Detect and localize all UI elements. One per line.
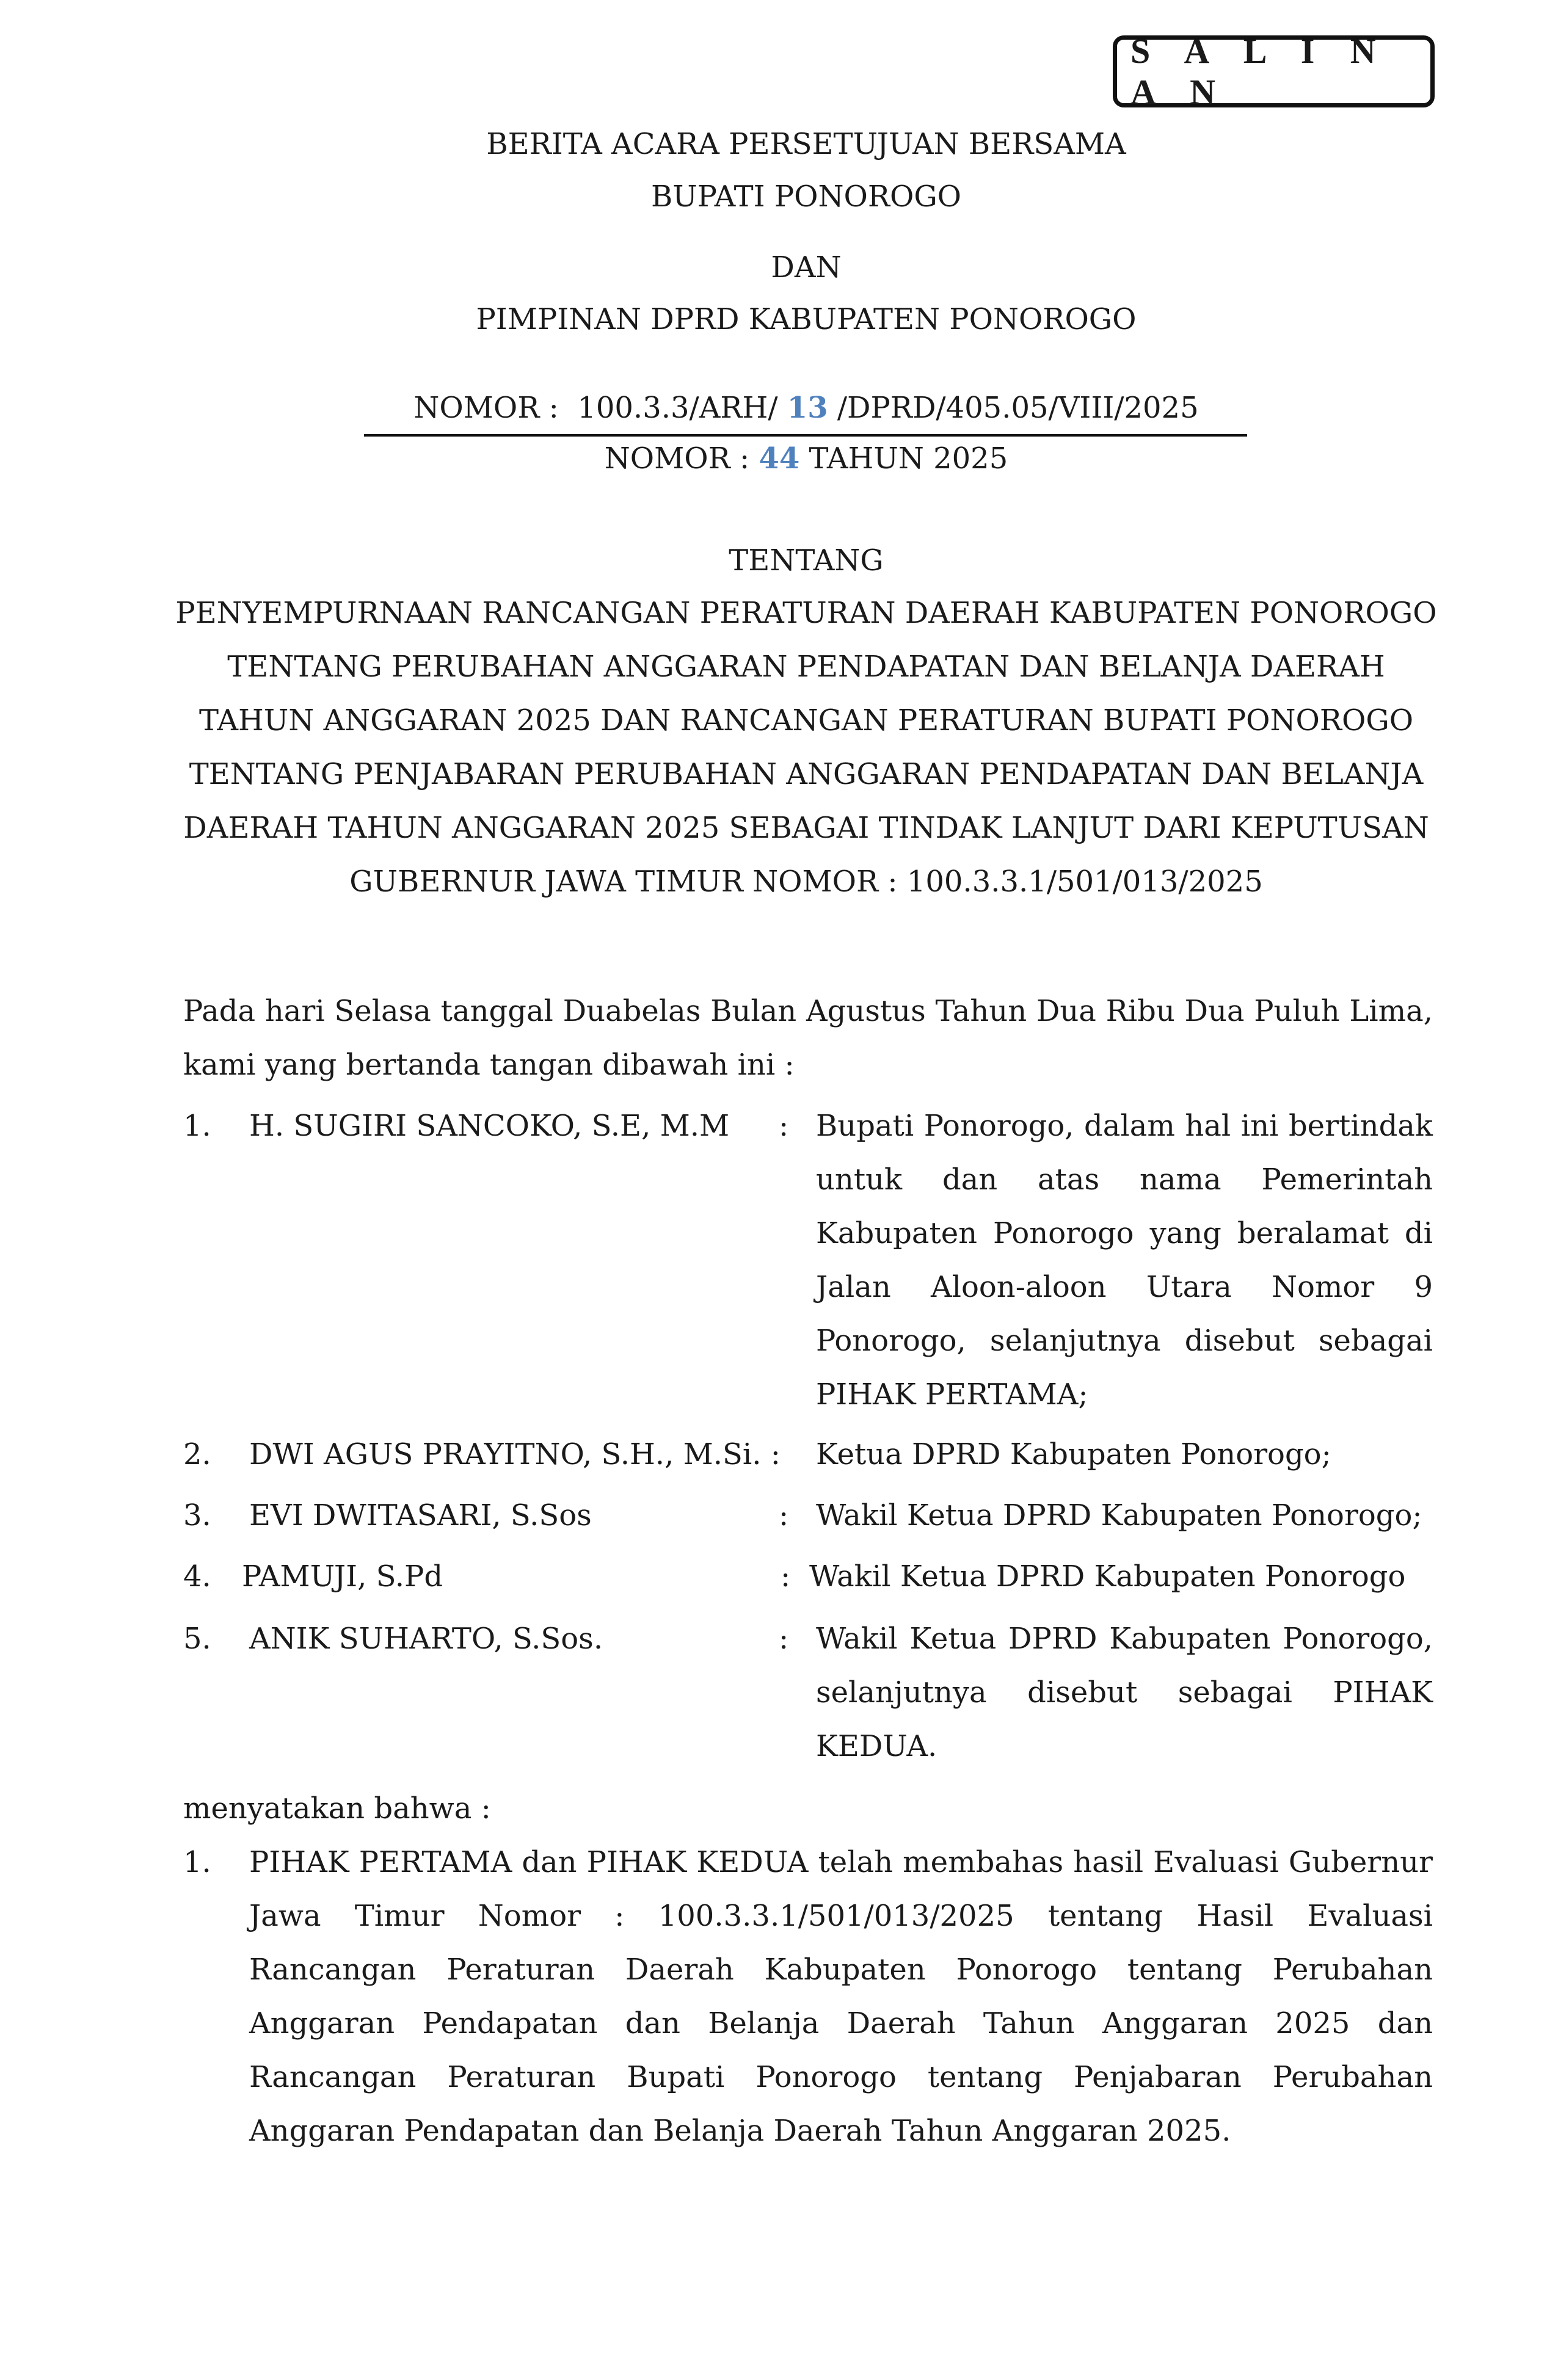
header-title-line2: BUPATI PONOROGO bbox=[650, 180, 962, 214]
signatory-row bbox=[183, 1489, 1433, 1542]
signatory-description: Wakil Ketua DPRD Kabupaten Ponorogo, selanjutnya disebut sebagai PIHAK KEDUA. bbox=[816, 1622, 1433, 1763]
signatory-number: 4. bbox=[183, 1559, 211, 1594]
header-title-line4: PIMPINAN DPRD KABUPATEN PONOROGO bbox=[476, 302, 1137, 336]
signatory-row bbox=[183, 1428, 1433, 1481]
statement-number: 1. bbox=[183, 1845, 211, 1879]
nomor-tahun bbox=[0, 441, 1558, 476]
nomor-dprd bbox=[0, 391, 1558, 425]
tentang-line: TAHUN ANGGARAN 2025 DAN RANCANGAN PERATURAN BUPATI PONOROGO bbox=[198, 703, 1414, 738]
signatory-description: Ketua DPRD Kabupaten Ponorogo; bbox=[816, 1437, 1331, 1471]
intro-paragraph: Pada hari Selasa tanggal Duabelas Bulan Agustus Tahun Dua Ribu Dua Puluh Lima, kami yang bertanda tangan dibawah ini : bbox=[183, 994, 1433, 1082]
signatory-description: Wakil Ketua DPRD Kabupaten Ponorogo bbox=[809, 1559, 1406, 1594]
signatory-colon: : bbox=[781, 1559, 791, 1594]
signatory-number: 5. bbox=[183, 1622, 211, 1656]
salinan-stamp: S A L I N A N bbox=[1113, 35, 1435, 107]
signatory-number: 1. bbox=[183, 1109, 211, 1143]
nomor-underline bbox=[364, 434, 1247, 437]
tentang-line: PENYEMPURNAAN RANCANGAN PERATURAN DAERAH KABUPATEN PONOROGO bbox=[175, 596, 1437, 630]
tentang-line: GUBERNUR JAWA TIMUR NOMOR : 100.3.3.1/501/013/2025 bbox=[349, 865, 1263, 899]
signatory-number: 3. bbox=[183, 1498, 211, 1533]
header-title-line3: DAN bbox=[771, 250, 842, 285]
signatory-description: Bupati Ponorogo, dalam hal ini bertindak untuk dan atas nama Pemerintah Kabupaten Ponorogo yang beralamat di Jalan Aloon-aloon Utara Nomor 9 Ponorogo, selanjutnya disebut sebagai PIHAK PERTAMA; bbox=[816, 1109, 1433, 1412]
tentang-label: TENTANG bbox=[729, 543, 884, 578]
statement-item bbox=[183, 1835, 1433, 2165]
signatory-colon: : bbox=[779, 1622, 789, 1656]
signatory-row bbox=[183, 1099, 1433, 1423]
signatory-name: PAMUJI, S.Pd bbox=[242, 1559, 443, 1594]
nomor-dprd-suffix: /DPRD/405.05/VIII/2025 bbox=[828, 391, 1199, 425]
nomor-dprd-prefix: NOMOR : 100.3.3/ARH/ bbox=[413, 391, 787, 425]
signatory-colon: : bbox=[779, 1498, 789, 1533]
signatory-name: DWI AGUS PRAYITNO, S.H., M.Si. : bbox=[249, 1437, 781, 1471]
nomor-tahun-number: 44 bbox=[759, 441, 800, 476]
header-title-line1: BERITA ACARA PERSETUJUAN BERSAMA bbox=[486, 127, 1126, 161]
signatory-name: ANIK SUHARTO, S.Sos. bbox=[249, 1622, 603, 1656]
tentang-line: TENTANG PENJABARAN PERUBAHAN ANGGARAN PENDAPATAN DAN BELANJA bbox=[189, 757, 1424, 791]
nomor-dprd-number: 13 bbox=[787, 391, 828, 425]
signatory-number: 2. bbox=[183, 1437, 211, 1471]
statement-intro: menyatakan bahwa : bbox=[183, 1791, 491, 1826]
nomor-tahun-suffix: TAHUN 2025 bbox=[799, 441, 1008, 476]
tentang-line: TENTANG PERUBAHAN ANGGARAN PENDAPATAN DAN BELANJA DAERAH bbox=[227, 650, 1385, 684]
signatory-colon: : bbox=[779, 1109, 789, 1143]
signatory-name: EVI DWITASARI, S.Sos bbox=[249, 1498, 592, 1533]
signatory-row bbox=[183, 1612, 1433, 1777]
signatory-name: H. SUGIRI SANCOKO, S.E, M.M bbox=[249, 1109, 730, 1143]
tentang-line: DAERAH TAHUN ANGGARAN 2025 SEBAGAI TINDAK LANJUT DARI KEPUTUSAN bbox=[183, 811, 1429, 845]
nomor-tahun-prefix: NOMOR : bbox=[604, 441, 759, 476]
signatory-description: Wakil Ketua DPRD Kabupaten Ponorogo; bbox=[816, 1498, 1422, 1533]
signatory-row bbox=[183, 1550, 1433, 1603]
statement-text: PIHAK PERTAMA dan PIHAK KEDUA telah membahas hasil Evaluasi Gubernur Jawa Timur Nomor : 100.3.3.1/501/013/2025 tentang Hasil Evaluasi Rancangan Peraturan Daerah Kabupaten Ponorogo tentang Perubahan Anggaran Pendapatan dan Belanja Daerah Tahun Anggaran 2025 dan Rancangan Peraturan Bupati Ponorogo tentang Penjabaran Perubahan Anggaran Pendapatan dan Belanja Daerah Tahun Anggaran 2025. bbox=[249, 1845, 1433, 2148]
